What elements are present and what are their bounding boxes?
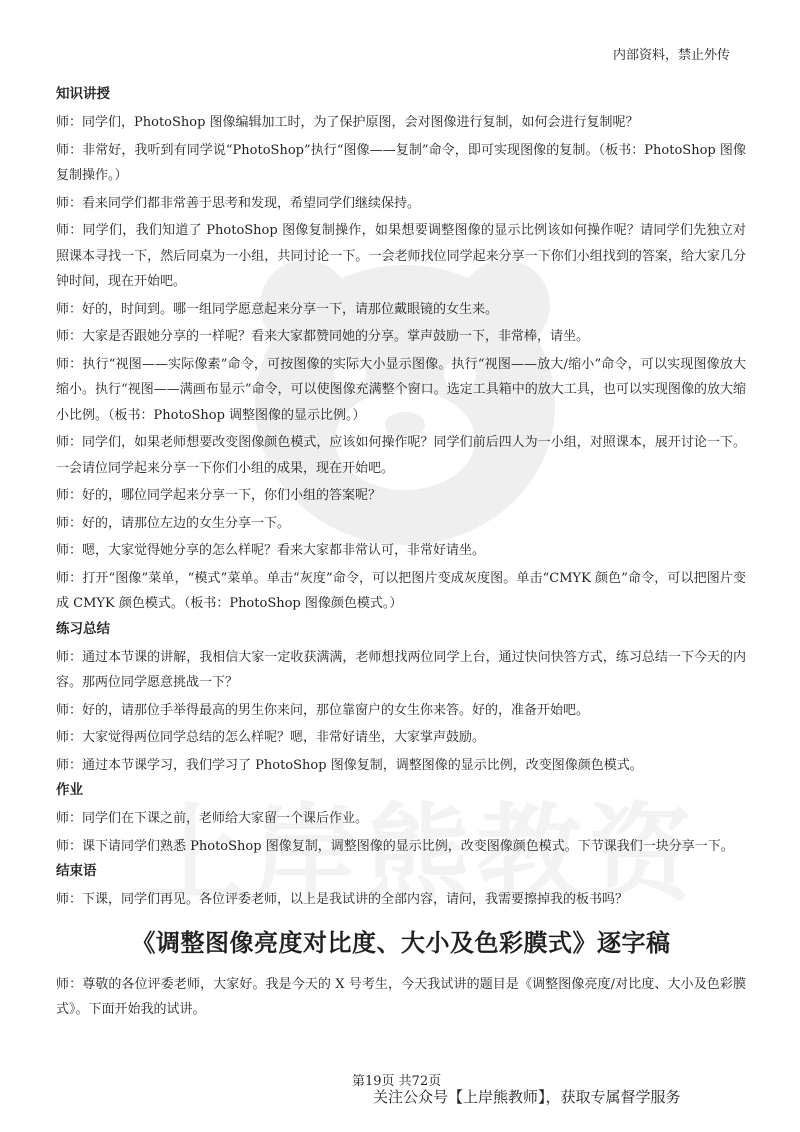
next-document-title: 《调整图像亮度对比度、大小及色彩膜式》逐字稿 [131, 928, 671, 957]
page-number: 第19页 共72页 [352, 1074, 442, 1089]
paragraph: 师：看来同学们都非常善于思考和发现，希望同学们继续保持。 [56, 195, 421, 211]
section-heading: 练习总结 [56, 620, 110, 637]
paragraph: 师：大家觉得两位同学总结的怎么样呢？嗯，非常好请坐，大家掌声鼓励。 [56, 730, 486, 745]
paragraph: 师：同学们，我们知道了 PhotoShop 图像复制操作，如果想要调整图像的显示比例该如何操作呢？请同学们先独立对照课本寻找一下，然后同桌为一小组，共同讨论一下。一会老师找位同学起来分享一下你们小组找到的答案，给大家几分钟时间，现在开始吧。 [56, 223, 746, 289]
paragraph: 师：非常好，我听到有同学说“PhotoShop”执行“图像——复制”命令，即可实现图像的复制。（板书：PhotoShop 图像复制操作。） [56, 142, 746, 183]
paragraph: 师：嗯，大家觉得她分享的怎么样呢？看来大家都非常认可，非常好请坐。 [56, 543, 486, 558]
paragraph: 师：尊敬的各位评委老师，大家好。我是今天的 X 号考生，今天我试讲的题目是《调整图像亮度/对比度、大小及色彩膜式》。下面开始我的试讲。 [56, 976, 746, 1017]
confidential-note: 内部资料，禁止外传 [612, 48, 730, 63]
footer-note: 关注公众号【上岸熊教师】，获取专属督学服务 [373, 1088, 681, 1106]
paragraph: 师：通过本节课学习，我们学习了 PhotoShop 图像复制，调整图像的显示比例，改变图像颜色模式。 [56, 757, 643, 773]
paragraph: 师：同学们，PhotoShop 图像编辑加工时，为了保护原图，会对图像进行复制，如何会进行复制呢？ [56, 115, 639, 130]
section-closing [56, 861, 746, 913]
section-knowledge [56, 84, 746, 617]
paragraph: 师：大家是否跟她分享的一样呢？看来大家都赞同她的分享。掌声鼓励一下，非常棒，请坐。 [56, 329, 590, 344]
paragraph: 师：好的，请那位手举得最高的男生你来问，那位靠窗户的女生你来答。好的，准备开始吧。 [56, 702, 590, 718]
section-homework [56, 780, 746, 859]
paragraph: 师：打开“图像”菜单，“模式”菜单。单击“灰度”命令，可以把图片变成灰度图。单击“CMYK 颜色”命令，可以把图片变成 CMYK 颜色模式。（板书：PhotoShop 图像颜色模式。） [56, 570, 746, 611]
section-heading: 知识讲授 [56, 86, 110, 102]
paragraph: 师：好的，请那位左边的女生分享一下。 [56, 515, 291, 531]
section-heading: 结束语 [56, 863, 97, 879]
paragraph: 师：课下请同学们熟悉 PhotoShop 图像复制，调整图像的显示比例，改变图像颜色模式。下节课我们一块分享一下。 [56, 838, 734, 854]
section-heading: 作业 [56, 782, 83, 798]
paragraph: 师：通过本节课的讲解，我相信大家一定收获满满，老师想找两位同学上台，通过快问快答方式，练习总结一下今天的内容。那两位同学愿意挑战一下？ [56, 649, 746, 690]
paragraph: 师：好的，哪位同学起来分享一下，你们小组的答案呢？ [56, 488, 382, 503]
section-practice-summary [56, 619, 746, 779]
paragraph: 师：同学们在下课之前，老师给大家留一个课后作业。 [56, 811, 369, 826]
paragraph: 师：下课，同学们再见。各位评委老师，以上是我试讲的全部内容，请问，我需要擦掉我的板书吗？ [56, 892, 629, 907]
document-body [56, 84, 746, 1025]
paragraph: 师：好的，时间到。哪一组同学愿意起来分享一下，请那位戴眼镜的女生来。 [56, 301, 499, 317]
paragraph: 师：同学们，如果老师想要改变图像颜色模式，应该如何操作呢？同学们前后四人为一小组，对照课本，展开讨论一下。一会请位同学起来分享一下你们小组的成果，现在开始吧。 [56, 435, 746, 476]
paragraph: 师：执行“视图——实际像素”命令，可按图像的实际大小显示图像。执行“视图——放大/缩小”命令，可以实现图像放大缩小。执行“视图——满画布显示”命令，可以使图像充满整个窗口。选定工具箱中的放大工具，也可以实现图像的放大缩小比例。（板书：PhotoShop 调整图像的显示比例。） [56, 356, 746, 423]
